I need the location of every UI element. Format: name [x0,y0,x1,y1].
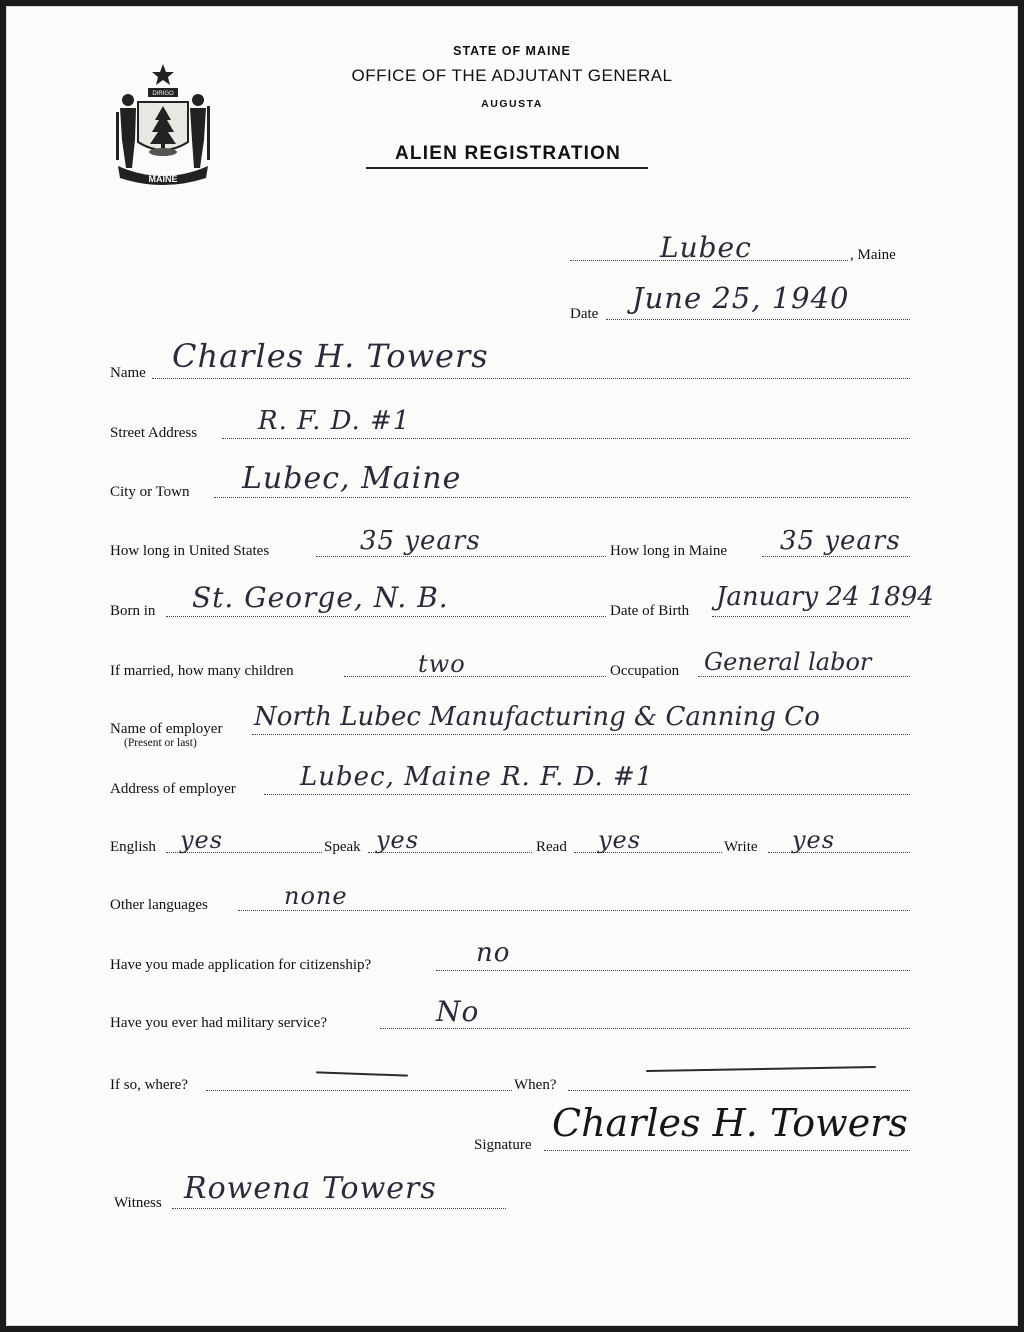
witness-label: Witness [114,1195,162,1211]
read-line [574,852,722,853]
employer-address-value: Lubec, Maine R. F. D. #1 [300,762,654,792]
when-label: When? [514,1077,557,1093]
town-value: Lubec [660,231,752,264]
street-label: Street Address [110,425,198,441]
other-languages-line [238,910,910,911]
write-line [768,852,910,853]
form-title: ALIEN REGISTRATION [394,143,622,164]
read-value: yes [598,826,642,854]
speak-label: Speak [324,839,361,855]
children-label: If married, how many children [110,663,294,679]
town-suffix: , Maine [850,247,896,263]
svg-text:MAINE: MAINE [148,174,178,184]
where-label: If so, where? [110,1077,188,1093]
date-label: Date [570,306,599,322]
street-field-line [222,438,910,439]
svg-text:DIRIGO: DIRIGO [152,91,174,97]
english-value: yes [180,826,224,854]
english-label: English [110,839,156,855]
citizenship-line [436,970,910,971]
write-label: Write [724,839,758,855]
city-value: Lubec, Maine [242,461,462,496]
us-duration-value: 35 years [360,526,481,556]
other-languages-value: none [284,882,348,910]
maine-duration-label: How long in Maine [610,543,728,559]
street-value: R. F. D. #1 [258,406,411,436]
title-underline [366,167,648,169]
children-value: two [418,650,466,678]
other-languages-label: Other languages [110,897,208,913]
speak-value: yes [376,826,420,854]
read-label: Read [536,839,567,855]
citizenship-label: Have you made application for citizenship? [110,957,372,973]
military-value: No [436,995,480,1028]
city-heading: AUGUSTA [481,98,543,110]
employer-address-label: Address of employer [110,781,236,797]
maine-duration-line [762,556,910,557]
maine-duration-value: 35 years [780,526,901,556]
military-label: Have you ever had military service? [110,1015,327,1031]
name-value: Charles H. Towers [172,337,489,375]
name-label: Name [110,365,146,381]
children-line [344,676,606,677]
employer-sublabel: (Present or last) [124,737,197,749]
witness-line [172,1208,506,1209]
employer-label: Name of employer [110,721,223,737]
date-field-line [606,319,910,320]
military-line [380,1028,910,1029]
birthplace-label: Born in [110,603,156,619]
dob-value: January 24 1894 [716,582,934,612]
birthplace-line [166,616,606,617]
us-duration-label: How long in United States [110,543,270,559]
occupation-value: General labor [704,648,872,676]
when-line [568,1090,910,1091]
name-field-line [152,378,910,379]
office-heading: OFFICE OF THE ADJUTANT GENERAL [351,66,673,85]
employer-line [252,734,910,735]
occupation-label: Occupation [610,663,680,679]
dob-line [712,616,910,617]
citizenship-value: no [476,938,511,968]
signature-value: Charles H. Towers [552,1101,908,1145]
us-duration-line [316,556,606,557]
signature-line [544,1150,910,1151]
birthplace-value: St. George, N. B. [192,581,449,614]
occupation-line [698,676,910,677]
witness-value: Rowena Towers [184,1171,437,1206]
state-heading: STATE OF MAINE [453,44,571,58]
write-value: yes [792,826,836,854]
signature-label: Signature [474,1137,532,1153]
dob-label: Date of Birth [610,603,690,619]
employer-value: North Lubec Manufacturing & Canning Co [254,702,820,732]
employer-address-line [264,794,910,795]
date-value: June 25, 1940 [632,281,850,315]
city-label: City or Town [110,484,190,500]
city-field-line [214,497,910,498]
where-line [206,1090,512,1091]
